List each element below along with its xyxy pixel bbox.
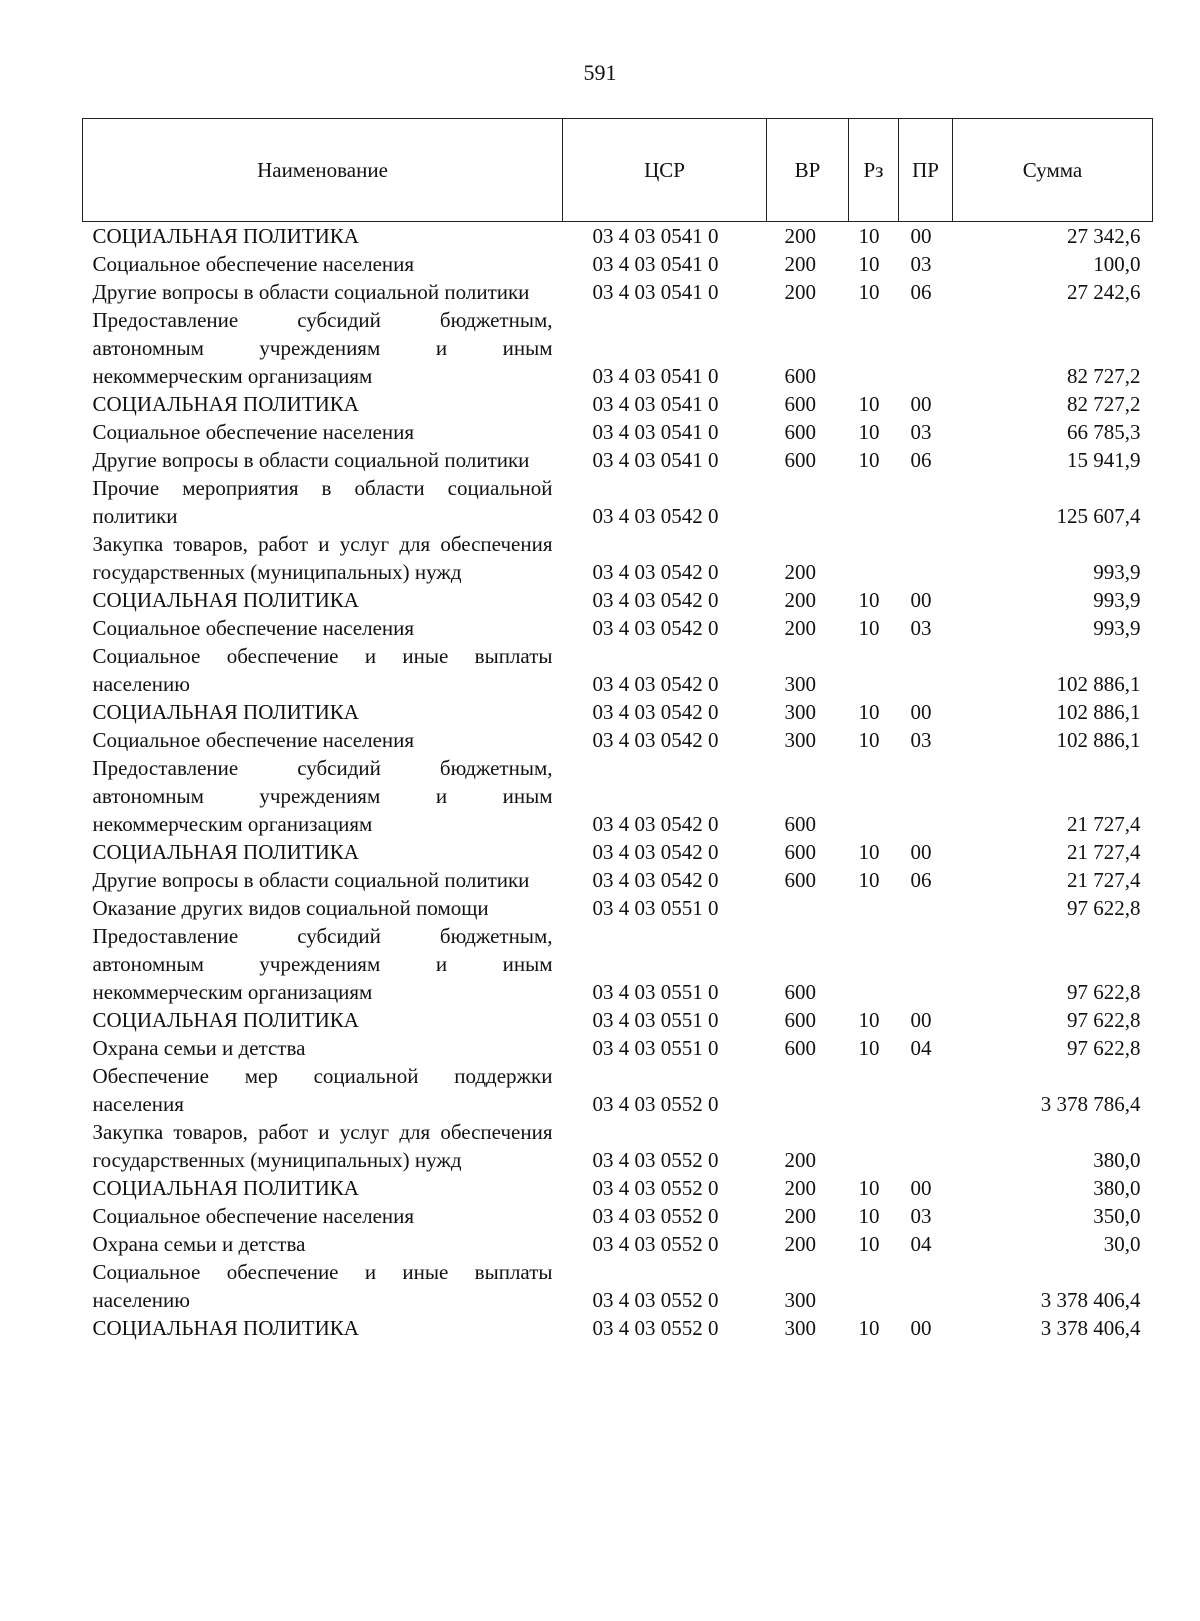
cell-name: Социальное обеспечение населения: [92, 252, 415, 276]
cell-vr: 200: [784, 1148, 816, 1172]
cell-csr: 03 4 03 0552 0: [592, 1092, 719, 1116]
cell-csr: 03 4 03 0541 0: [592, 420, 719, 444]
table-row: [83, 1202, 1153, 1230]
cell-csr: 03 4 03 0551 0: [592, 980, 719, 1004]
cell-pr: 03: [910, 252, 932, 276]
cell-pr: 00: [910, 1316, 932, 1340]
cell-sum: 15 941,9: [1067, 448, 1141, 472]
cell-sum: 21 727,4: [1067, 868, 1141, 892]
cell-csr: 03 4 03 0551 0: [592, 896, 719, 920]
cell-sum: 993,9: [1093, 560, 1141, 584]
cell-vr: 600: [784, 980, 816, 1004]
cell-name: Закупка товаров, работ и услуг для обеспечения государственных (муниципальных) нужд: [92, 1120, 553, 1172]
cell-name: Социальное обеспечение населения: [92, 1204, 415, 1228]
cell-vr: 600: [784, 1036, 816, 1060]
cell-rz: 10: [858, 700, 880, 724]
cell-rz: [849, 530, 899, 586]
cell-sum: 21 727,4: [1067, 840, 1141, 864]
cell-rz: 10: [858, 1176, 880, 1200]
cell-name: Охрана семьи и детства: [92, 1232, 306, 1256]
cell-csr: 03 4 03 0541 0: [592, 448, 719, 472]
cell-csr: 03 4 03 0551 0: [592, 1008, 719, 1032]
cell-rz: [849, 642, 899, 698]
cell-vr: 300: [784, 672, 816, 696]
cell-vr: 300: [784, 1288, 816, 1312]
cell-vr: 600: [784, 1008, 816, 1032]
cell-name: Социальное обеспечение населения: [92, 420, 415, 444]
cell-name: Другие вопросы в области социальной политики: [92, 448, 530, 472]
cell-vr: 600: [784, 840, 816, 864]
cell-vr: 200: [784, 252, 816, 276]
cell-sum: 97 622,8: [1067, 980, 1141, 1004]
cell-pr: [899, 1062, 953, 1118]
cell-vr: 600: [784, 812, 816, 836]
cell-pr: 03: [910, 728, 932, 752]
cell-sum: 102 886,1: [1056, 672, 1141, 696]
cell-vr: 300: [784, 1316, 816, 1340]
cell-csr: 03 4 03 0541 0: [592, 224, 719, 248]
cell-csr: 03 4 03 0541 0: [592, 252, 719, 276]
cell-rz: [849, 1118, 899, 1174]
table-header: [83, 119, 1153, 222]
cell-pr: 03: [910, 616, 932, 640]
cell-vr: 200: [784, 588, 816, 612]
cell-pr: 00: [910, 392, 932, 416]
cell-name: Другие вопросы в области социальной политики: [92, 868, 530, 892]
table-row: [83, 446, 1153, 474]
cell-sum: 993,9: [1093, 588, 1141, 612]
table-row: [83, 278, 1153, 306]
cell-rz: 10: [858, 616, 880, 640]
cell-name: СОЦИАЛЬНАЯ ПОЛИТИКА: [92, 1176, 359, 1200]
cell-rz: 10: [858, 840, 880, 864]
cell-name: Социальное обеспечение и иные выплаты населению: [92, 1260, 553, 1312]
cell-rz: 10: [858, 224, 880, 248]
table-row: [83, 586, 1153, 614]
cell-name: СОЦИАЛЬНАЯ ПОЛИТИКА: [92, 1008, 359, 1032]
cell-pr: 00: [910, 1008, 932, 1032]
cell-csr: 03 4 03 0542 0: [592, 728, 719, 752]
cell-vr: [767, 474, 849, 530]
cell-sum: 102 886,1: [1056, 728, 1141, 752]
cell-name: СОЦИАЛЬНАЯ ПОЛИТИКА: [92, 700, 359, 724]
header-vr: ВР: [767, 119, 849, 222]
table-row: [83, 614, 1153, 642]
table-row: [83, 866, 1153, 894]
cell-csr: 03 4 03 0542 0: [592, 812, 719, 836]
cell-rz: 10: [858, 588, 880, 612]
cell-rz: [849, 306, 899, 390]
cell-pr: 04: [910, 1036, 932, 1060]
cell-vr: 200: [784, 1232, 816, 1256]
cell-vr: 200: [784, 280, 816, 304]
cell-sum: 82 727,2: [1067, 392, 1141, 416]
cell-pr: 00: [910, 588, 932, 612]
cell-sum: 350,0: [1093, 1204, 1141, 1228]
table-row: [83, 1062, 1153, 1118]
header-pr: ПР: [899, 119, 953, 222]
cell-vr: 600: [784, 364, 816, 388]
cell-sum: 97 622,8: [1067, 896, 1141, 920]
cell-csr: 03 4 03 0552 0: [592, 1176, 719, 1200]
cell-name: СОЦИАЛЬНАЯ ПОЛИТИКА: [92, 224, 359, 248]
table-row: [83, 250, 1153, 278]
cell-name: Закупка товаров, работ и услуг для обеспечения государственных (муниципальных) нужд: [92, 532, 553, 584]
cell-sum: 97 622,8: [1067, 1036, 1141, 1060]
cell-sum: 380,0: [1093, 1176, 1141, 1200]
cell-pr: [899, 642, 953, 698]
table-row: [83, 894, 1153, 922]
cell-pr: 06: [910, 868, 932, 892]
cell-sum: 102 886,1: [1056, 700, 1141, 724]
cell-rz: [849, 894, 899, 922]
cell-pr: [899, 474, 953, 530]
cell-rz: 10: [858, 1036, 880, 1060]
cell-vr: [767, 1062, 849, 1118]
cell-csr: 03 4 03 0542 0: [592, 588, 719, 612]
cell-rz: [849, 754, 899, 838]
cell-vr: 600: [784, 448, 816, 472]
cell-pr: [899, 530, 953, 586]
cell-sum: 66 785,3: [1067, 420, 1141, 444]
cell-csr: 03 4 03 0552 0: [592, 1288, 719, 1312]
cell-csr: 03 4 03 0542 0: [592, 616, 719, 640]
cell-pr: [899, 922, 953, 1006]
cell-sum: 380,0: [1093, 1148, 1141, 1172]
cell-sum: 97 622,8: [1067, 1008, 1141, 1032]
cell-pr: [899, 306, 953, 390]
cell-rz: 10: [858, 728, 880, 752]
table-row: [83, 1034, 1153, 1062]
table-row: [83, 390, 1153, 418]
cell-rz: 10: [858, 868, 880, 892]
cell-csr: 03 4 03 0552 0: [592, 1148, 719, 1172]
cell-vr: [767, 894, 849, 922]
cell-csr: 03 4 03 0542 0: [592, 840, 719, 864]
cell-csr: 03 4 03 0541 0: [592, 364, 719, 388]
cell-sum: 3 378 786,4: [1040, 1092, 1141, 1116]
cell-vr: 600: [784, 420, 816, 444]
cell-name: СОЦИАЛЬНАЯ ПОЛИТИКА: [92, 588, 359, 612]
cell-name: Другие вопросы в области социальной политики: [92, 280, 530, 304]
cell-name: Социальное обеспечение и иные выплаты населению: [92, 644, 553, 696]
table-row: [83, 838, 1153, 866]
cell-sum: 100,0: [1093, 252, 1141, 276]
cell-csr: 03 4 03 0542 0: [592, 504, 719, 528]
cell-rz: [849, 474, 899, 530]
cell-vr: 200: [784, 560, 816, 584]
cell-name: Прочие мероприятия в области социальной политики: [92, 476, 553, 528]
cell-name: Охрана семьи и детства: [92, 1036, 306, 1060]
cell-vr: 200: [784, 616, 816, 640]
table-row: [83, 642, 1153, 698]
cell-pr: [899, 894, 953, 922]
cell-vr: 300: [784, 728, 816, 752]
cell-rz: [849, 922, 899, 1006]
header-sum: Сумма: [953, 119, 1153, 222]
table-row: [83, 1230, 1153, 1258]
cell-pr: [899, 1118, 953, 1174]
cell-csr: 03 4 03 0551 0: [592, 1036, 719, 1060]
cell-name: Оказание других видов социальной помощи: [92, 896, 489, 920]
cell-vr: 200: [784, 1204, 816, 1228]
cell-sum: 3 378 406,4: [1040, 1316, 1141, 1340]
cell-sum: 30,0: [1103, 1232, 1141, 1256]
header-name: Наименование: [83, 119, 563, 222]
table-row: [83, 474, 1153, 530]
cell-pr: 03: [910, 420, 932, 444]
cell-vr: 600: [784, 392, 816, 416]
table-row: [83, 922, 1153, 1006]
cell-rz: 10: [858, 252, 880, 276]
cell-rz: [849, 1258, 899, 1314]
table-row: [83, 1006, 1153, 1034]
cell-csr: 03 4 03 0542 0: [592, 672, 719, 696]
cell-name: Обеспечение мер социальной поддержки населения: [92, 1064, 553, 1116]
table-row: [83, 1258, 1153, 1314]
cell-rz: 10: [858, 420, 880, 444]
cell-sum: 125 607,4: [1056, 504, 1141, 528]
cell-csr: 03 4 03 0541 0: [592, 280, 719, 304]
table-body: [83, 222, 1153, 1343]
cell-rz: 10: [858, 1008, 880, 1032]
table-row: [83, 698, 1153, 726]
cell-csr: 03 4 03 0542 0: [592, 560, 719, 584]
cell-pr: 00: [910, 700, 932, 724]
cell-name: СОЦИАЛЬНАЯ ПОЛИТИКА: [92, 840, 359, 864]
cell-pr: 06: [910, 448, 932, 472]
cell-pr: 00: [910, 224, 932, 248]
cell-pr: 00: [910, 840, 932, 864]
table-row: [83, 1174, 1153, 1202]
cell-sum: 27 342,6: [1067, 224, 1141, 248]
table-row: [83, 1314, 1153, 1342]
cell-name: Предоставление субсидий бюджетным, автономным учреждениям и иным некоммерческим организациям: [92, 308, 553, 388]
cell-sum: 993,9: [1093, 616, 1141, 640]
cell-rz: 10: [858, 280, 880, 304]
cell-vr: 200: [784, 224, 816, 248]
cell-pr: 06: [910, 280, 932, 304]
cell-rz: 10: [858, 1204, 880, 1228]
cell-csr: 03 4 03 0542 0: [592, 700, 719, 724]
cell-name: Социальное обеспечение населения: [92, 616, 415, 640]
cell-rz: 10: [858, 448, 880, 472]
cell-rz: 10: [858, 392, 880, 416]
cell-pr: 00: [910, 1176, 932, 1200]
cell-pr: 03: [910, 1204, 932, 1228]
page-number: 591: [583, 60, 617, 85]
table-row: [83, 530, 1153, 586]
header-csr: ЦСР: [563, 119, 767, 222]
table-row: [83, 726, 1153, 754]
cell-rz: 10: [858, 1232, 880, 1256]
table-row: [83, 222, 1153, 251]
header-rz: Рз: [849, 119, 899, 222]
cell-vr: 300: [784, 700, 816, 724]
cell-csr: 03 4 03 0541 0: [592, 392, 719, 416]
cell-name: СОЦИАЛЬНАЯ ПОЛИТИКА: [92, 392, 359, 416]
cell-name: Предоставление субсидий бюджетным, автономным учреждениям и иным некоммерческим организациям: [92, 924, 553, 1004]
table-row: [83, 418, 1153, 446]
cell-name: Социальное обеспечение населения: [92, 728, 415, 752]
cell-pr: 04: [910, 1232, 932, 1256]
cell-csr: 03 4 03 0542 0: [592, 868, 719, 892]
cell-pr: [899, 1258, 953, 1314]
cell-rz: 10: [858, 1316, 880, 1340]
cell-vr: 200: [784, 1176, 816, 1200]
cell-rz: [849, 1062, 899, 1118]
cell-csr: 03 4 03 0552 0: [592, 1232, 719, 1256]
cell-csr: 03 4 03 0552 0: [592, 1204, 719, 1228]
table-row: [83, 754, 1153, 838]
cell-vr: 600: [784, 868, 816, 892]
table-row: [83, 306, 1153, 390]
cell-pr: [899, 754, 953, 838]
cell-name: СОЦИАЛЬНАЯ ПОЛИТИКА: [92, 1316, 359, 1340]
cell-sum: 3 378 406,4: [1040, 1288, 1141, 1312]
cell-sum: 27 242,6: [1067, 280, 1141, 304]
table-row: [83, 1118, 1153, 1174]
budget-table: [82, 118, 1153, 1342]
cell-csr: 03 4 03 0552 0: [592, 1316, 719, 1340]
cell-name: Предоставление субсидий бюджетным, автономным учреждениям и иным некоммерческим организациям: [92, 756, 553, 836]
cell-sum: 21 727,4: [1067, 812, 1141, 836]
cell-sum: 82 727,2: [1067, 364, 1141, 388]
